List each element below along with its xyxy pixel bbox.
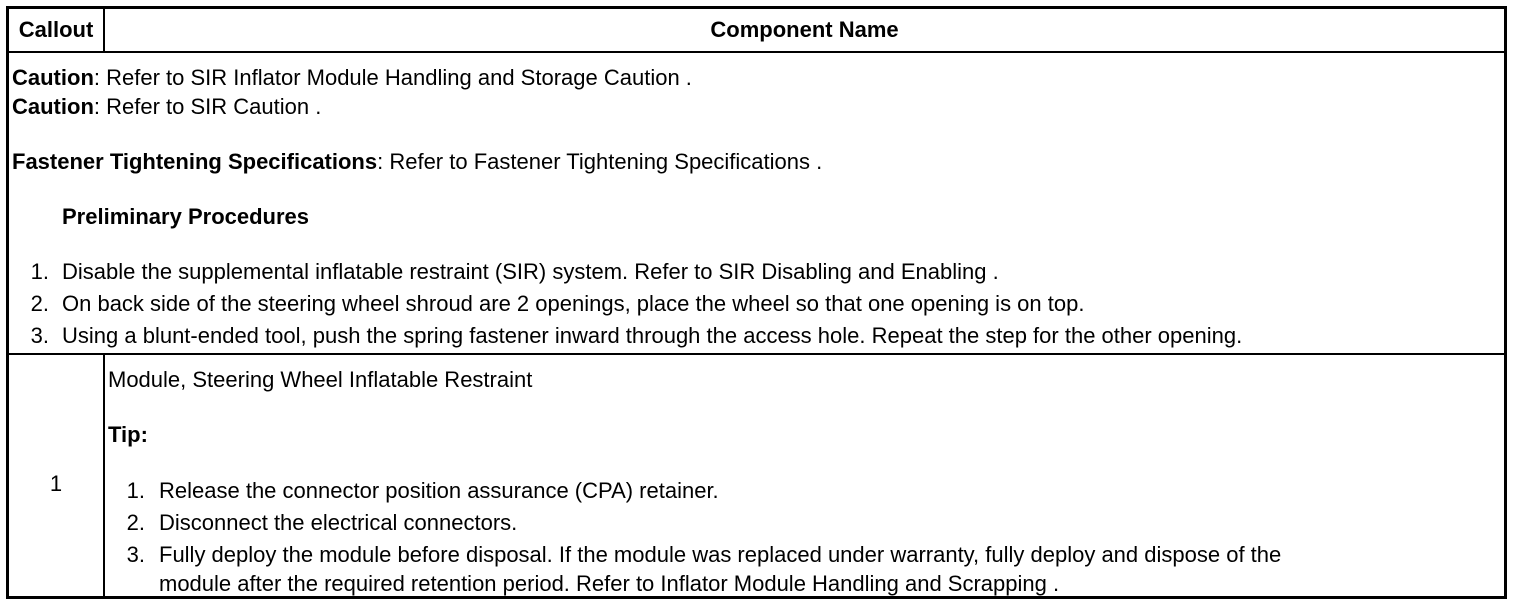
tip-step-text: Disconnect the electrical connectors. (159, 510, 518, 535)
table-row (9, 355, 1504, 596)
tip-step-text: Release the connector position assurance (CPA) retainer. (159, 478, 719, 503)
step-text: On back side of the steering wheel shroud are 2 openings, place the wheel so that one opening is on top. (62, 291, 1085, 316)
component-name: Module, Steering Wheel Inflatable Restraint (108, 367, 533, 392)
step-number: 1. (30, 259, 49, 284)
tip-label: Tip: (108, 422, 148, 447)
caution-line-2 (12, 94, 321, 120)
tip-step-number: 2. (126, 510, 145, 535)
step-number: 2. (30, 291, 49, 316)
caution-text: : Refer to SIR Caution . (93, 94, 322, 119)
callout-column-header: Callout (9, 9, 105, 51)
fastener-spec-line (12, 149, 822, 175)
callout-cell (9, 355, 105, 596)
caution-line-1 (12, 65, 692, 91)
component-name-column-header: Component Name (710, 17, 899, 42)
callout-number: 1 (49, 471, 63, 496)
table-header-row (9, 9, 1504, 53)
tip-step-text: Fully deploy the module before disposal. If the module was replaced under warranty, fully deploy and dispose of the (159, 542, 1282, 567)
step-number: 3. (30, 323, 49, 348)
fastener-label: Fastener Tightening Specifications (12, 149, 378, 174)
caution-label: Caution (12, 94, 94, 119)
caution-label: Caution (12, 65, 94, 90)
caution-text: : Refer to SIR Inflator Module Handling and Storage Caution . (93, 65, 692, 90)
tip-step-number: 3. (126, 542, 145, 567)
preliminary-heading: Preliminary Procedures (62, 204, 310, 229)
component-table (6, 6, 1507, 599)
fastener-text: : Refer to Fastener Tightening Specifications . (377, 149, 823, 174)
step-text: Disable the supplemental inflatable restraint (SIR) system. Refer to SIR Disabling and Enabling . (62, 259, 999, 284)
step-text: Using a blunt-ended tool, push the spring fastener inward through the access hole. Repeat the step for the other opening. (62, 323, 1243, 348)
tip-step-number: 1. (126, 478, 145, 503)
tip-step-text-continued: module after the required retention period. Refer to Inflator Module Handling and Scrapping . (159, 571, 1060, 596)
procedure-info-cell (9, 53, 1504, 355)
